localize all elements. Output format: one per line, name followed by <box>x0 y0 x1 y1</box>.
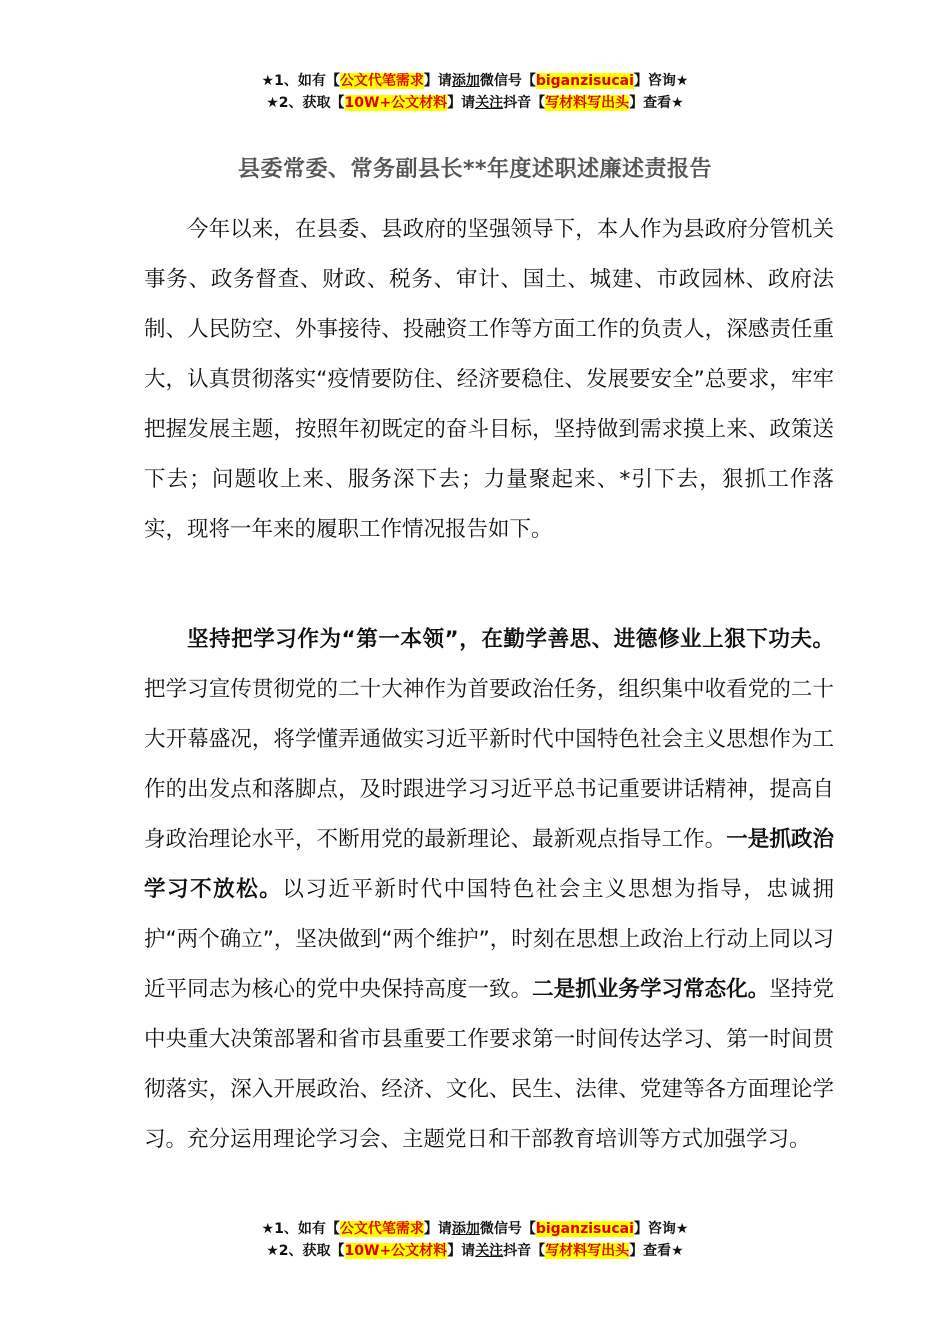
banner-highlight: 公文代笔需求 <box>339 1221 424 1237</box>
banner-line-2 <box>0 92 950 114</box>
banner-text: 】请 <box>423 73 452 89</box>
body-text: 以习近平新时代中国特色社会主义思想为指导，忠诚拥护“两个确立”，坚决做到“两个维护”，时刻在思想上政治上行动上同以习近平同志为核心的党中央保持高度一致。 <box>144 877 834 1002</box>
banner-text: ★1、如有【 <box>261 1221 340 1237</box>
banner-highlight: biganzisucai <box>535 1221 634 1237</box>
paragraph-intro-text: 今年以来，在县委、县政府的坚强领导下，本人作为县政府分管机关事务、政务督查、财政、税务、审计、国土、城建、市政园林、政府法制、人民防空、外事接待、投融资工作等方面工作的负责人，深感责任重大，认真贯彻落实“疫情要防住、经济要稳住、发展要安全”总要求，牢牢把握发展主题，按照年初既定的奋斗目标，坚持做到需求摸上来、政策送下去；问题收上来、服务深下去；力量聚起来、*引下去，狠抓工作落实，现将一年来的履职工作情况报告如下。 <box>144 217 834 542</box>
banner-text: 】咨询★ <box>633 1221 689 1237</box>
document-title: 县委常委、常务副县长**年度述职述廉述责报告 <box>237 157 712 182</box>
banner-highlight: 10W+公文材料 <box>344 1243 448 1259</box>
banner-line-2 <box>0 1240 950 1262</box>
point-heading-2: 二是抓业务学习常态化。 <box>532 977 770 1002</box>
paragraph-intro <box>144 205 834 555</box>
banner-text: 微信号【 <box>479 1221 536 1237</box>
banner-text: 】查看★ <box>629 95 684 111</box>
banner-text: ★1、如有【 <box>261 73 340 89</box>
banner-underline: 关注 <box>475 95 504 111</box>
banner-line-1 <box>0 1218 950 1240</box>
body-text: 坚持党中央重大决策部署和省市县重要工作要求第一时间传达学习、第一时间贯彻落实，深入开展政治、经济、文化、民生、法律、党建等各方面理论学习。充分运用理论学习会、主题党日和干部教育培训等方式加强学习。 <box>144 977 834 1152</box>
banner-text: 】查看★ <box>629 1243 684 1259</box>
banner-text: 】咨询★ <box>633 73 689 89</box>
banner-highlight: biganzisucai <box>535 73 634 89</box>
banner-text: 抖音【 <box>503 1243 546 1259</box>
paragraph-study-text <box>144 615 834 1165</box>
banner-underline: 关注 <box>475 1243 504 1259</box>
header-banner <box>0 70 950 114</box>
banner-underline: 添加 <box>451 73 480 89</box>
banner-text: ★2、获取【 <box>266 95 345 111</box>
banner-text: 抖音【 <box>503 95 546 111</box>
section-heading: 坚持把学习作为“第一本领”，在勤学善思、进德修业上狠下功夫。 <box>187 627 834 652</box>
banner-text: 】请 <box>423 1221 452 1237</box>
body-text: 把学习宣传贯彻党的二十大神作为首要政治任务，组织集中收看党的二十大开幕盛况，将学懂弄通做实习近平新时代中国特色社会主义思想作为工作的出发点和落脚点，及时跟进学习习近平总书记重要讲话精神，提高自身政治理论水平，不断用党的最新理论、最新观点指导工作。 <box>144 677 834 852</box>
banner-highlight: 公文代笔需求 <box>339 73 424 89</box>
banner-highlight: 写材料写出头 <box>545 95 630 111</box>
banner-text: 】请 <box>447 95 476 111</box>
point-heading-1: 一是抓政治学习不放松。 <box>144 827 834 902</box>
banner-text: 】请 <box>447 1243 476 1259</box>
banner-line-1 <box>0 70 950 92</box>
banner-highlight: 10W+公文材料 <box>344 95 448 111</box>
banner-underline: 添加 <box>451 1221 480 1237</box>
banner-text: ★2、获取【 <box>266 1243 345 1259</box>
footer-banner <box>0 1218 950 1262</box>
paragraph-study <box>144 615 834 1165</box>
banner-highlight: 写材料写出头 <box>545 1243 630 1259</box>
banner-text: 微信号【 <box>479 73 536 89</box>
